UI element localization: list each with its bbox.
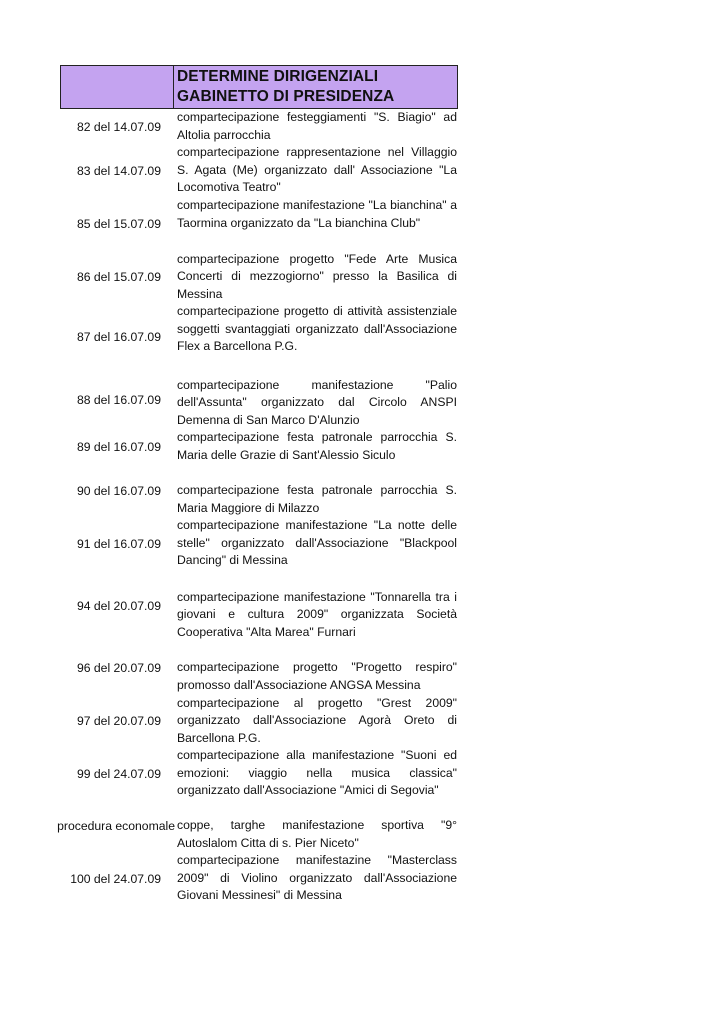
determina-description: compartecipazione manifestazione "La notte delle stelle" organizzato dall'Associazione "Blackpool Dancing" di Messina [177,518,457,567]
table-row [60,429,458,464]
determina-description: compartecipazione manifestazione "La bianchina" a Taormina organizzato da "La bianchina Club" [177,198,457,230]
determina-description: compartecipazione al progetto "Grest 2009" organizzato dall'Associazione Agorà Oreto di Barcellona P.G. [177,695,457,745]
determina-number: 90 del 16.07.09 [76,483,161,498]
table-row [60,371,458,429]
determina-number: 100 del 24.07.09 [70,871,161,886]
header-empty-cell [61,66,174,108]
table-row [60,570,458,641]
determina-description: compartecipazione festa patronale parrocchia S. Maria Maggiore di Milazzo [177,483,457,515]
determina-number: procedura economale [57,819,175,833]
title-line-2: GABINETTO DI PRESIDENZA [177,88,395,105]
table-header [60,65,458,109]
determine-table [57,65,458,905]
determina-description: compartecipazione manifestazione "Palio dell'Assunta" organizzato dal Circolo ANSPI Demenna di San Marco D'Alunzio [177,377,457,427]
table-row [60,747,458,800]
table-row [60,641,458,694]
table-row [60,464,458,517]
table-row [60,250,458,303]
determina-description: compartecipazione rappresentazione nel Villaggio S. Agata (Me) organizzato dall' Associazione "La Locomotiva Teatro" [177,145,457,194]
determina-number: 91 del 16.07.09 [76,536,161,551]
determina-description: compartecipazione manifestazione "Tonnarella tra i giovani e cultura 2009" organizzata Società Cooperativa "Alta Marea" Furnari [177,589,457,639]
determina-description: compartecipazione festa patronale parrocchia S. Maria delle Grazie di Sant'Alessio Siculo [177,430,457,462]
determina-number: 94 del 20.07.09 [76,598,161,613]
determina-description: coppe, targhe manifestazione sportiva "9° Autoslalom Citta di s. Pier Niceto" [177,818,457,850]
table-row [60,852,458,905]
determina-number: 82 del 14.07.09 [76,119,161,134]
table-title [174,66,457,108]
determina-description: compartecipazione progetto "Fede Arte Musica Concerti di mezzogiorno" presso la Basilica di Messina [177,251,457,301]
determina-description: compartecipazione progetto di attività assistenziale soggetti svantaggiati organizzato dall'Associazione Flex a Barcellona P.G. [177,304,457,353]
table-row [60,303,458,371]
determina-number: 87 del 16.07.09 [76,330,161,344]
determina-number: 89 del 16.07.09 [76,439,161,454]
table-row [60,197,458,250]
determina-number: 85 del 15.07.09 [76,216,161,231]
determina-description: compartecipazione manifestazine "Masterclass 2009" di Violino organizzato dall'Associazione Giovani Messinesi" di Messina [177,853,457,902]
determina-description: compartecipazione alla manifestazione "Suoni ed emozioni: viaggio nella musica classica" organizzato dall'Associazione "Amici di Segovia" [177,748,457,797]
table-row [60,517,458,570]
title-line-1: DETERMINE DIRIGENZIALI [177,68,379,85]
determina-number: 83 del 14.07.09 [76,163,161,178]
determina-number: 99 del 24.07.09 [76,766,161,781]
determina-description: compartecipazione progetto "Progetto respiro" promosso dall'Associazione ANGSA Messina [177,660,457,692]
determina-description: compartecipazione festeggiamenti "S. Biagio" ad Altolia parrocchia [177,110,457,142]
table-row [60,694,458,747]
determina-number: 86 del 15.07.09 [76,269,161,284]
determina-number: 88 del 16.07.09 [76,393,161,407]
determina-number: 96 del 20.07.09 [76,660,161,675]
table-row [60,144,458,197]
table-row [60,109,458,144]
determina-number: 97 del 20.07.09 [76,713,161,728]
table-row [57,800,458,852]
